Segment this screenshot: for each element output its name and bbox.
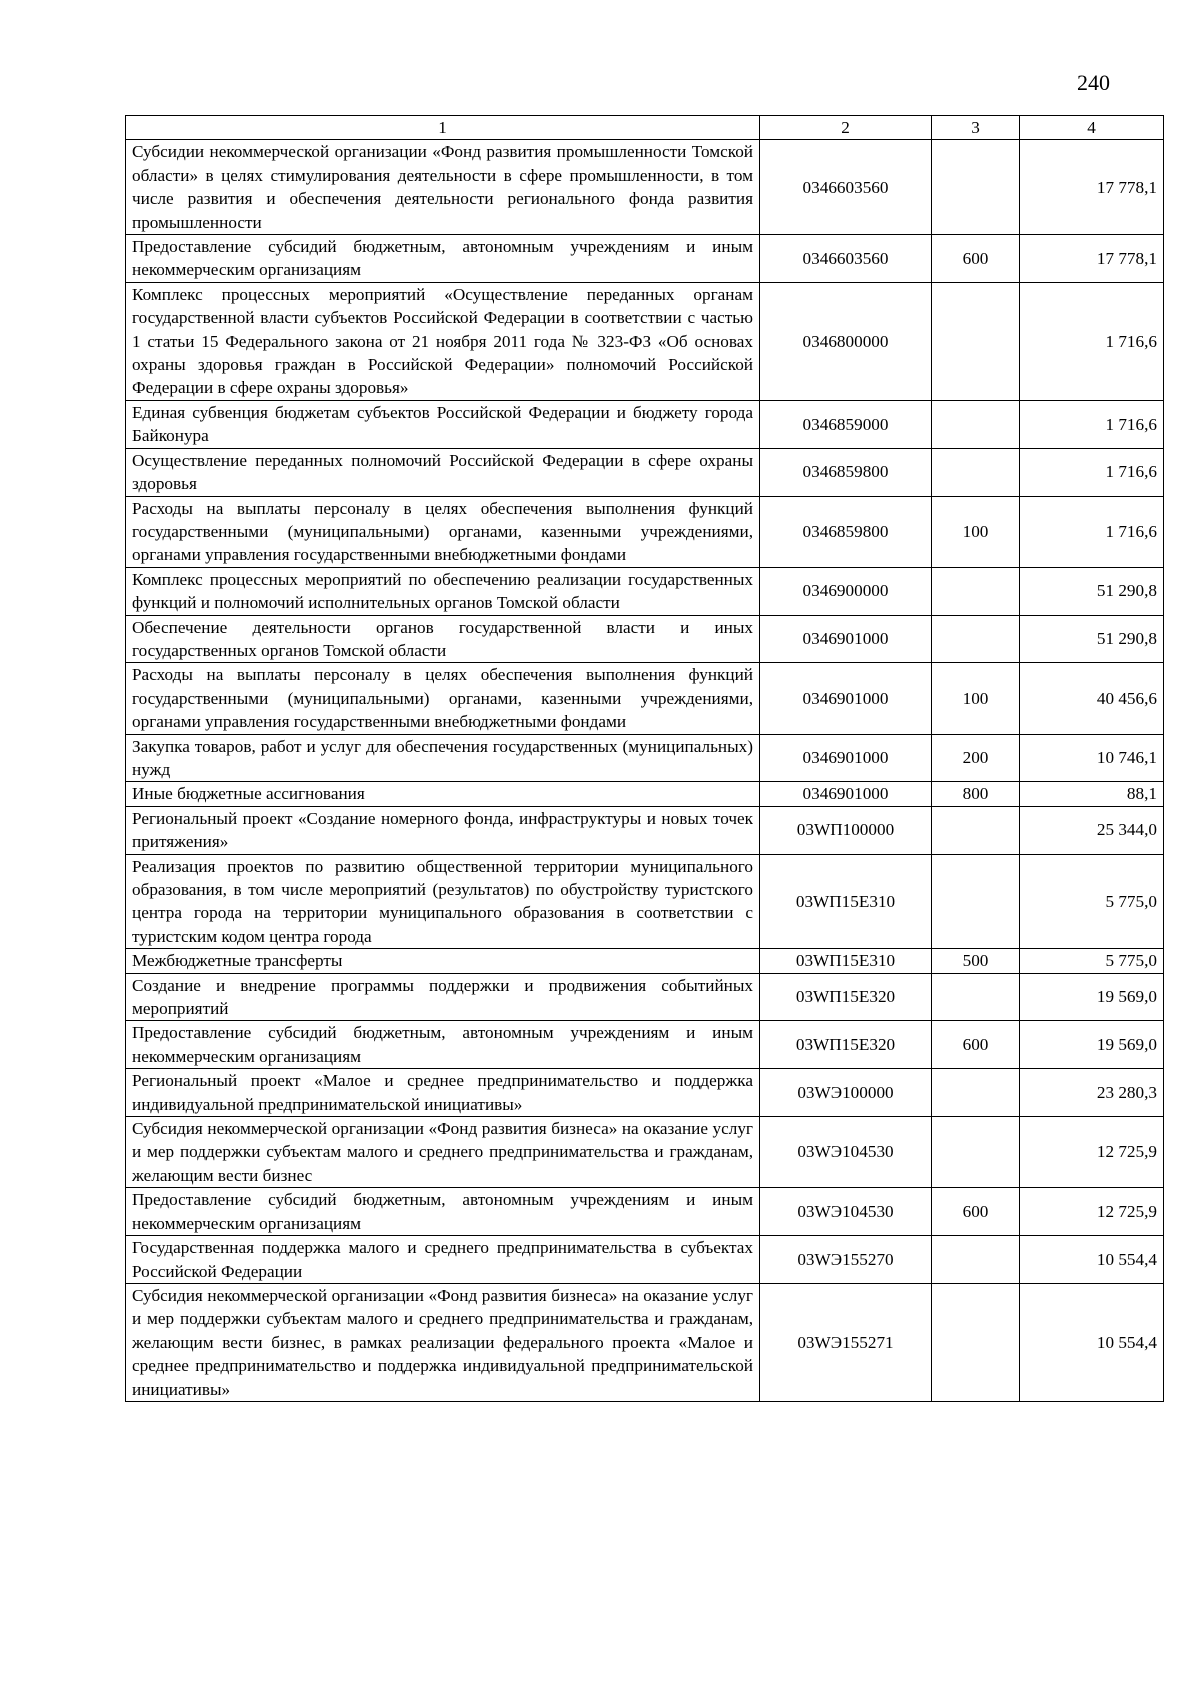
target-code-cell: 0346859800 (760, 496, 932, 567)
table-header-row (126, 116, 1164, 140)
table-row (126, 496, 1164, 567)
amount-cell: 17 778,1 (1020, 235, 1164, 283)
target-code-cell: 0346859000 (760, 400, 932, 448)
amount-cell: 12 725,9 (1020, 1188, 1164, 1236)
table-row (126, 782, 1164, 806)
table-row (126, 400, 1164, 448)
expense-name-cell: Комплекс процессных мероприятий по обеспечению реализации государственных функций и полномочий исполнительных органов Томской области (126, 567, 760, 615)
expense-name-cell: Расходы на выплаты персоналу в целях обеспечения выполнения функций государственными (муниципальными) органами, казенными учреждениями, органами управления государственными внебюджетными фондами (126, 496, 760, 567)
target-code-cell: 0346603560 (760, 140, 932, 235)
column-header-3: 3 (932, 116, 1020, 140)
expense-name-cell: Комплекс процессных мероприятий «Осуществление переданных органам государственной власти субъектов Российской Федерации в соответствии с частью 1 статьи 15 Федерального закона от 21 ноября 2011 года № 323-ФЗ «Об основах охраны здоровья граждан в Российской Федерации» полномочий Российской Федерации в сфере охраны здоровья» (126, 282, 760, 400)
expense-type-cell (932, 282, 1020, 400)
table-row (126, 615, 1164, 663)
expense-name-cell: Межбюджетные трансферты (126, 949, 760, 973)
expense-type-cell (932, 806, 1020, 854)
amount-cell: 40 456,6 (1020, 663, 1164, 734)
target-code-cell: 0346800000 (760, 282, 932, 400)
target-code-cell: 0346901000 (760, 734, 932, 782)
amount-cell: 10 554,4 (1020, 1236, 1164, 1284)
table-row (126, 1117, 1164, 1188)
amount-cell: 1 716,6 (1020, 448, 1164, 496)
target-code-cell: 03WП15Е310 (760, 854, 932, 949)
table-row (126, 1236, 1164, 1284)
expense-type-cell (932, 854, 1020, 949)
target-code-cell: 03WЭ100000 (760, 1069, 932, 1117)
expense-name-cell: Предоставление субсидий бюджетным, автономным учреждениям и иным некоммерческим организациям (126, 235, 760, 283)
target-code-cell: 03WП15Е320 (760, 1021, 932, 1069)
expense-type-cell (932, 1283, 1020, 1401)
expense-name-cell: Субсидия некоммерческой организации «Фонд развития бизнеса» на оказание услуг и мер поддержки субъектам малого и среднего предпринимательства и гражданам, желающим вести бизнес (126, 1117, 760, 1188)
table-row (126, 448, 1164, 496)
expense-type-cell (932, 1117, 1020, 1188)
amount-cell: 1 716,6 (1020, 496, 1164, 567)
expense-type-cell: 600 (932, 1021, 1020, 1069)
expense-type-cell: 500 (932, 949, 1020, 973)
table-row (126, 1283, 1164, 1401)
amount-cell: 10 554,4 (1020, 1283, 1164, 1401)
target-code-cell: 0346901000 (760, 663, 932, 734)
table-row (126, 854, 1164, 949)
amount-cell: 5 775,0 (1020, 949, 1164, 973)
column-header-1: 1 (126, 116, 760, 140)
column-header-4: 4 (1020, 116, 1164, 140)
target-code-cell: 03WЭ104530 (760, 1117, 932, 1188)
expense-type-cell (932, 1069, 1020, 1117)
amount-cell: 25 344,0 (1020, 806, 1164, 854)
target-code-cell: 0346900000 (760, 567, 932, 615)
expense-name-cell: Субсидия некоммерческой организации «Фонд развития бизнеса» на оказание услуг и мер поддержки субъектам малого и среднего предпринимательства и гражданам, желающим вести бизнес, в рамках реализации федерального проекта «Малое и среднее предпринимательство и поддержка индивидуальной предпринимательской инициативы» (126, 1283, 760, 1401)
expense-name-cell: Государственная поддержка малого и среднего предпринимательства в субъектах Российской Федерации (126, 1236, 760, 1284)
amount-cell: 1 716,6 (1020, 400, 1164, 448)
expense-type-cell (932, 615, 1020, 663)
expense-name-cell: Предоставление субсидий бюджетным, автономным учреждениям и иным некоммерческим организациям (126, 1188, 760, 1236)
expense-type-cell: 800 (932, 782, 1020, 806)
table-row (126, 973, 1164, 1021)
target-code-cell: 0346603560 (760, 235, 932, 283)
amount-cell: 12 725,9 (1020, 1117, 1164, 1188)
expense-name-cell: Создание и внедрение программы поддержки и продвижения событийных мероприятий (126, 973, 760, 1021)
table-row (126, 949, 1164, 973)
amount-cell: 23 280,3 (1020, 1069, 1164, 1117)
table-row (126, 734, 1164, 782)
amount-cell: 17 778,1 (1020, 140, 1164, 235)
target-code-cell: 03WП100000 (760, 806, 932, 854)
expense-name-cell: Региональный проект «Создание номерного фонда, инфраструктуры и новых точек притяжения» (126, 806, 760, 854)
expense-name-cell: Расходы на выплаты персоналу в целях обеспечения выполнения функций государственными (муниципальными) органами, казенными учреждениями, органами управления государственными внебюджетными фондами (126, 663, 760, 734)
amount-cell: 10 746,1 (1020, 734, 1164, 782)
amount-cell: 51 290,8 (1020, 567, 1164, 615)
expense-type-cell: 200 (932, 734, 1020, 782)
expense-type-cell (932, 567, 1020, 615)
expense-name-cell: Предоставление субсидий бюджетным, автономным учреждениям и иным некоммерческим организациям (126, 1021, 760, 1069)
amount-cell: 88,1 (1020, 782, 1164, 806)
target-code-cell: 03WЭ155270 (760, 1236, 932, 1284)
table-row (126, 235, 1164, 283)
table-row (126, 806, 1164, 854)
expense-type-cell (932, 1236, 1020, 1284)
amount-cell: 19 569,0 (1020, 1021, 1164, 1069)
table-row (126, 663, 1164, 734)
expense-name-cell: Региональный проект «Малое и среднее предпринимательство и поддержка индивидуальной предпринимательской инициативы» (126, 1069, 760, 1117)
target-code-cell: 03WЭ104530 (760, 1188, 932, 1236)
expense-name-cell: Субсидии некоммерческой организации «Фонд развития промышленности Томской области» в целях стимулирования деятельности в сфере промышленности, в том числе развития и обеспечения деятельности регионального фонда развития промышленности (126, 140, 760, 235)
table-body (126, 140, 1164, 1402)
column-header-2: 2 (760, 116, 932, 140)
target-code-cell: 03WЭ155271 (760, 1283, 932, 1401)
table-row (126, 1021, 1164, 1069)
expense-type-cell (932, 140, 1020, 235)
expense-name-cell: Иные бюджетные ассигнования (126, 782, 760, 806)
target-code-cell: 03WП15Е320 (760, 973, 932, 1021)
amount-cell: 19 569,0 (1020, 973, 1164, 1021)
target-code-cell: 0346901000 (760, 615, 932, 663)
expense-name-cell: Реализация проектов по развитию общественной территории муниципального образования, в том числе мероприятий (результатов) по обустройству туристского центра города на территории муниципального образования в соответствии с туристским кодом центра города (126, 854, 760, 949)
page-number: 240 (1077, 70, 1110, 95)
table-row (126, 140, 1164, 235)
target-code-cell: 0346859800 (760, 448, 932, 496)
expense-type-cell: 600 (932, 1188, 1020, 1236)
target-code-cell: 0346901000 (760, 782, 932, 806)
expense-type-cell: 600 (932, 235, 1020, 283)
amount-cell: 5 775,0 (1020, 854, 1164, 949)
expense-name-cell: Единая субвенция бюджетам субъектов Российской Федерации и бюджету города Байконура (126, 400, 760, 448)
expense-name-cell: Обеспечение деятельности органов государственной власти и иных государственных органов Томской области (126, 615, 760, 663)
expense-type-cell (932, 400, 1020, 448)
table-row (126, 282, 1164, 400)
expense-type-cell (932, 973, 1020, 1021)
expense-name-cell: Осуществление переданных полномочий Российской Федерации в сфере охраны здоровья (126, 448, 760, 496)
amount-cell: 51 290,8 (1020, 615, 1164, 663)
target-code-cell: 03WП15Е310 (760, 949, 932, 973)
table-row (126, 567, 1164, 615)
expense-type-cell: 100 (932, 496, 1020, 567)
expense-type-cell: 100 (932, 663, 1020, 734)
amount-cell: 1 716,6 (1020, 282, 1164, 400)
budget-table (125, 115, 1164, 1402)
table-row (126, 1188, 1164, 1236)
table-row (126, 1069, 1164, 1117)
expense-name-cell: Закупка товаров, работ и услуг для обеспечения государственных (муниципальных) нужд (126, 734, 760, 782)
expense-type-cell (932, 448, 1020, 496)
